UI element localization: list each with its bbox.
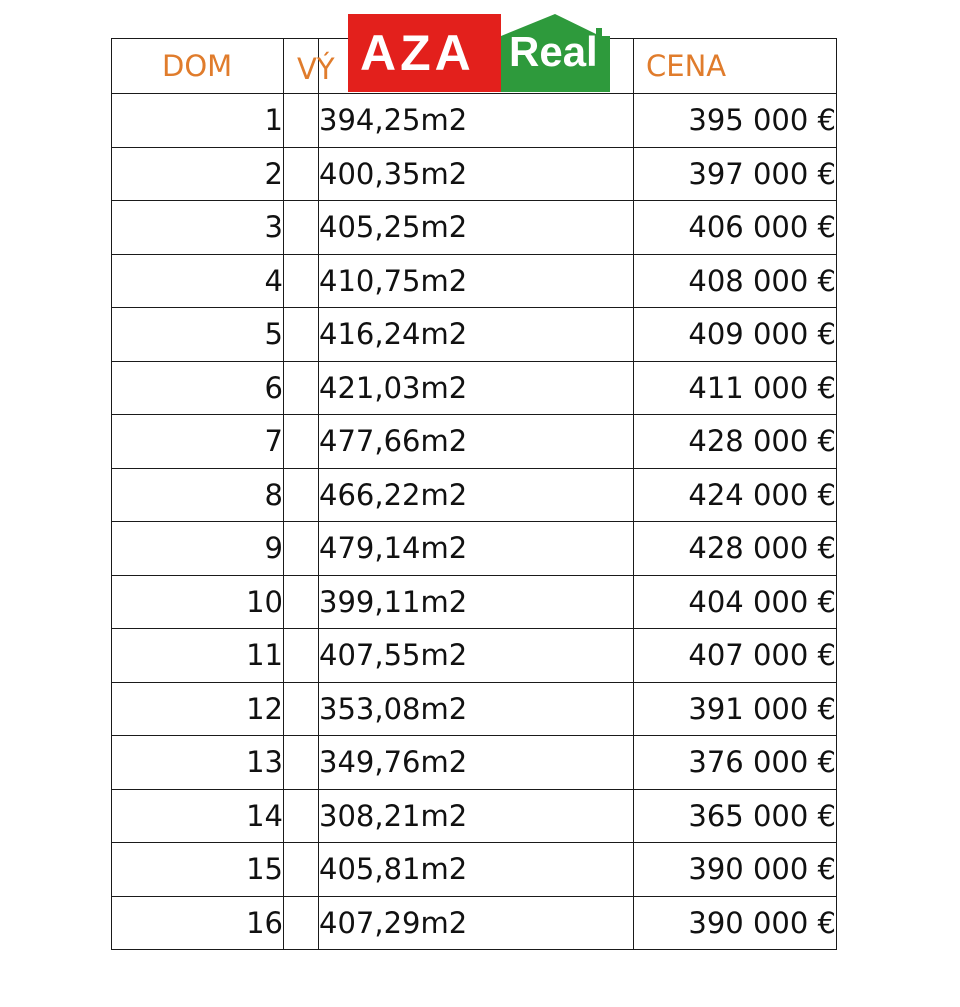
table-row	[112, 201, 837, 255]
price-cell: 428 000 €	[634, 415, 837, 469]
price-cell: 407 000 €	[634, 629, 837, 683]
price-cell: 365 000 €	[634, 789, 837, 843]
area-cell: 479,14m2	[319, 522, 634, 576]
gap-cell	[284, 896, 319, 950]
area-cell: 410,75m2	[319, 254, 634, 308]
gap-cell	[284, 789, 319, 843]
dom-cell: 6	[112, 361, 284, 415]
header-area: VÝ	[297, 52, 335, 86]
gap-cell	[284, 629, 319, 683]
price-cell: 391 000 €	[634, 682, 837, 736]
header-price: CENA	[634, 39, 837, 94]
table-row	[112, 575, 837, 629]
dom-cell: 11	[112, 629, 284, 683]
logo-text-aza: AZA	[360, 25, 475, 81]
table-row	[112, 682, 837, 736]
gap-cell	[284, 468, 319, 522]
price-cell: 390 000 €	[634, 843, 837, 897]
price-cell: 408 000 €	[634, 254, 837, 308]
gap-cell	[284, 254, 319, 308]
area-cell: 421,03m2	[319, 361, 634, 415]
area-cell: 349,76m2	[319, 736, 634, 790]
table-row	[112, 308, 837, 362]
area-cell: 466,22m2	[319, 468, 634, 522]
gap-cell	[284, 736, 319, 790]
table-row	[112, 629, 837, 683]
price-cell: 406 000 €	[634, 201, 837, 255]
area-cell: 407,29m2	[319, 896, 634, 950]
area-cell: 353,08m2	[319, 682, 634, 736]
table-row	[112, 415, 837, 469]
dom-cell: 10	[112, 575, 284, 629]
area-cell: 407,55m2	[319, 629, 634, 683]
table-row	[112, 94, 837, 148]
gap-cell	[284, 575, 319, 629]
gap-cell	[284, 682, 319, 736]
dom-cell: 2	[112, 147, 284, 201]
table-row	[112, 789, 837, 843]
area-cell: 400,35m2	[319, 147, 634, 201]
price-cell: 428 000 €	[634, 522, 837, 576]
gap-cell	[284, 522, 319, 576]
table-row	[112, 843, 837, 897]
gap-cell	[284, 94, 319, 148]
table-row	[112, 896, 837, 950]
header-dom: DOM	[112, 39, 284, 94]
gap-cell	[284, 147, 319, 201]
table-row	[112, 522, 837, 576]
area-cell: 399,11m2	[319, 575, 634, 629]
table-row	[112, 254, 837, 308]
aza-real-logo	[348, 14, 610, 92]
price-cell: 397 000 €	[634, 147, 837, 201]
price-cell: 411 000 €	[634, 361, 837, 415]
price-table	[111, 38, 837, 950]
logo-red-block	[348, 14, 501, 92]
gap-cell	[284, 361, 319, 415]
dom-cell: 8	[112, 468, 284, 522]
area-cell: 405,25m2	[319, 201, 634, 255]
gap-cell	[284, 843, 319, 897]
price-cell: 409 000 €	[634, 308, 837, 362]
price-cell: 390 000 €	[634, 896, 837, 950]
table-row	[112, 468, 837, 522]
dom-cell: 14	[112, 789, 284, 843]
area-cell: 416,24m2	[319, 308, 634, 362]
dom-cell: 3	[112, 201, 284, 255]
dom-cell: 1	[112, 94, 284, 148]
price-cell: 424 000 €	[634, 468, 837, 522]
gap-cell	[284, 308, 319, 362]
area-cell: 477,66m2	[319, 415, 634, 469]
gap-cell	[284, 415, 319, 469]
area-cell: 394,25m2	[319, 94, 634, 148]
price-cell: 404 000 €	[634, 575, 837, 629]
gap-cell	[284, 201, 319, 255]
table-row	[112, 147, 837, 201]
dom-cell: 15	[112, 843, 284, 897]
table-row	[112, 736, 837, 790]
dom-cell: 7	[112, 415, 284, 469]
price-cell: 395 000 €	[634, 94, 837, 148]
dom-cell: 9	[112, 522, 284, 576]
price-cell: 376 000 €	[634, 736, 837, 790]
dom-cell: 16	[112, 896, 284, 950]
price-table-sheet	[111, 25, 836, 956]
area-cell: 308,21m2	[319, 789, 634, 843]
dom-cell: 12	[112, 682, 284, 736]
dom-cell: 4	[112, 254, 284, 308]
logo-text-real: Real	[509, 28, 598, 75]
dom-cell: 5	[112, 308, 284, 362]
area-cell: 405,81m2	[319, 843, 634, 897]
dom-cell: 13	[112, 736, 284, 790]
table-row	[112, 361, 837, 415]
